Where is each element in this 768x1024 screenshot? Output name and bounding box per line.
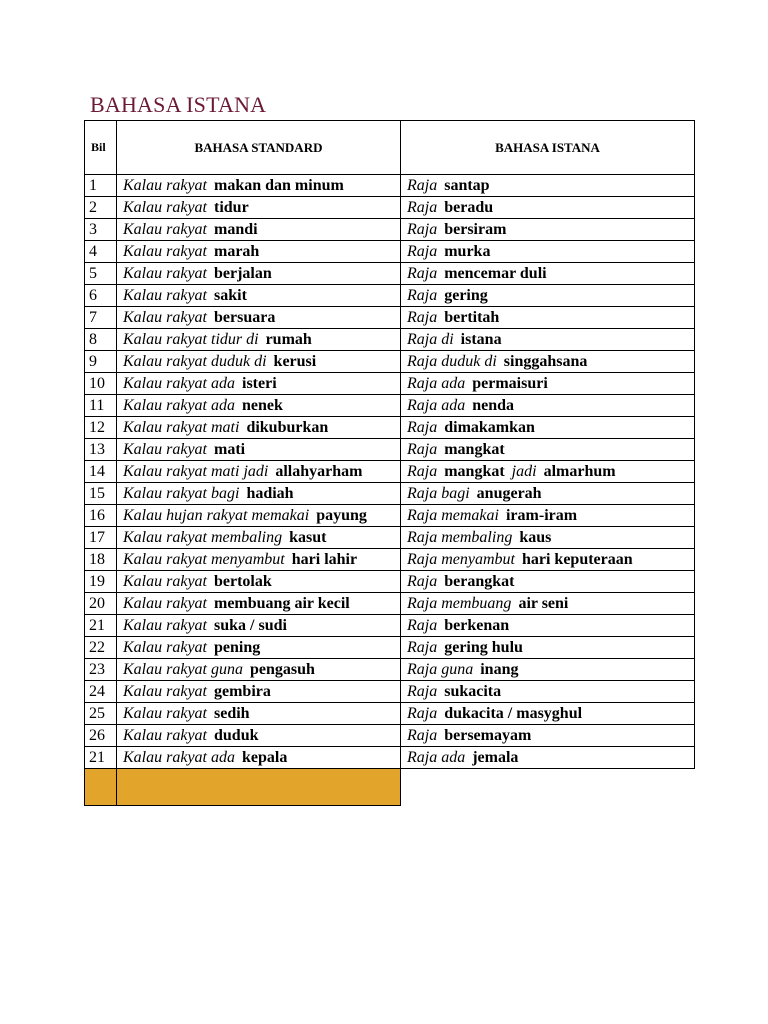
standard-phrase: Kalau rakyat (123, 264, 207, 282)
standard-word: membuang air kecil (214, 594, 350, 612)
table-row (85, 505, 695, 527)
istana-word: sukacita (444, 682, 502, 700)
standard-word: sakit (214, 286, 247, 304)
istana-cell (401, 659, 695, 681)
row-number: 20 (85, 593, 117, 615)
istana-word: berkenan (444, 616, 510, 634)
istana-phrase: Raja ada (407, 748, 466, 766)
standard-cell (117, 329, 401, 351)
istana-word: bertitah (444, 308, 500, 326)
table-row (85, 241, 695, 263)
standard-phrase: Kalau rakyat (123, 616, 207, 634)
standard-cell (117, 461, 401, 483)
standard-word: mandi (214, 220, 258, 238)
istana-word: kaus (519, 528, 552, 546)
table-row (85, 373, 695, 395)
standard-cell (117, 659, 401, 681)
istana-word: nenda (472, 396, 515, 414)
standard-cell (117, 307, 401, 329)
standard-cell (117, 571, 401, 593)
istana-phrase: Raja bagi (407, 484, 470, 502)
standard-word: pengasuh (250, 660, 315, 678)
istana-phrase: Raja duduk di (407, 352, 497, 370)
standard-phrase: Kalau rakyat mati (123, 418, 240, 436)
istana-cell (401, 527, 695, 549)
standard-cell (117, 505, 401, 527)
istana-phrase: Raja (407, 616, 438, 634)
istana-word: anugerah (476, 484, 542, 502)
istana-word: murka (444, 242, 491, 260)
row-number: 22 (85, 637, 117, 659)
table-row (85, 725, 695, 747)
standard-phrase: Kalau rakyat (123, 726, 207, 744)
standard-word: nenek (242, 396, 283, 414)
istana-phrase: Raja (407, 572, 438, 590)
table-row (85, 747, 695, 769)
standard-cell (117, 527, 401, 549)
istana-phrase: Raja ada (407, 374, 466, 392)
page-title: BAHASA ISTANA (90, 92, 267, 117)
standard-word: bertolak (214, 572, 272, 590)
istana-phrase: Raja (407, 462, 438, 480)
standard-cell (117, 395, 401, 417)
row-number: 15 (85, 483, 117, 505)
table-row (85, 285, 695, 307)
istana-phrase: Raja (407, 308, 438, 326)
table-row (85, 571, 695, 593)
header-standard: BAHASA STANDARD (117, 121, 401, 175)
table-row (85, 219, 695, 241)
empty-cell (401, 769, 695, 806)
standard-phrase: Kalau rakyat (123, 286, 207, 304)
row-number: 21 (85, 615, 117, 637)
row-number: 7 (85, 307, 117, 329)
standard-phrase: Kalau rakyat ada (123, 396, 235, 414)
standard-word: hari lahir (291, 550, 358, 568)
istana-cell (401, 681, 695, 703)
table-row (85, 637, 695, 659)
istana-cell (401, 219, 695, 241)
istana-word: dimakamkan (444, 418, 535, 436)
istana-phrase: Raja (407, 704, 438, 722)
istana-cell (401, 329, 695, 351)
row-number: 18 (85, 549, 117, 571)
header-istana: BAHASA ISTANA (401, 121, 695, 175)
table-row (85, 527, 695, 549)
row-number: 21 (85, 747, 117, 769)
istana-phrase: Raja (407, 286, 438, 304)
istana-word: dukacita / masyghul (444, 704, 583, 722)
standard-phrase: Kalau rakyat (123, 594, 207, 612)
istana-word: gering hulu (444, 638, 523, 656)
standard-cell (117, 615, 401, 637)
istana-word: mangkat (444, 462, 505, 480)
istana-phrase: Raja menyambut (407, 550, 515, 568)
standard-word: rumah (265, 330, 312, 348)
istana-cell (401, 351, 695, 373)
row-number: 10 (85, 373, 117, 395)
row-number: 1 (85, 175, 117, 197)
istana-word: hari keputeraan (521, 550, 633, 568)
standard-cell (117, 483, 401, 505)
table-row (85, 263, 695, 285)
istana-phrase: Raja memakai (407, 506, 499, 524)
istana-cell (401, 593, 695, 615)
table-row (85, 197, 695, 219)
standard-phrase: Kalau rakyat (123, 220, 207, 238)
istana-phrase: Raja (407, 726, 438, 744)
row-number: 11 (85, 395, 117, 417)
table-row (85, 483, 695, 505)
istana-phrase: Raja (407, 264, 438, 282)
standard-word: kasut (289, 528, 327, 546)
table-row (85, 439, 695, 461)
standard-cell (117, 593, 401, 615)
istana-phrase-2: jadi (511, 462, 537, 480)
standard-phrase: Kalau rakyat mati jadi (123, 462, 269, 480)
empty-cell (85, 769, 117, 806)
table-row (85, 549, 695, 571)
standard-word: suka / sudi (214, 616, 287, 634)
row-number: 24 (85, 681, 117, 703)
istana-phrase: Raja (407, 440, 438, 458)
table-row (85, 307, 695, 329)
standard-cell (117, 175, 401, 197)
row-number: 5 (85, 263, 117, 285)
istana-word: istana (460, 330, 502, 348)
standard-word: duduk (214, 726, 259, 744)
standard-phrase: Kalau rakyat menyambut (123, 550, 285, 568)
row-number: 14 (85, 461, 117, 483)
standard-cell (117, 219, 401, 241)
istana-word: gering (444, 286, 488, 304)
standard-cell (117, 747, 401, 769)
standard-phrase: Kalau rakyat (123, 242, 207, 260)
istana-phrase: Raja (407, 418, 438, 436)
standard-word: makan dan minum (214, 176, 344, 194)
standard-cell (117, 549, 401, 571)
istana-cell (401, 615, 695, 637)
standard-phrase: Kalau rakyat ada (123, 748, 235, 766)
standard-word: marah (214, 242, 260, 260)
istana-phrase: Raja membuang (407, 594, 512, 612)
standard-phrase: Kalau rakyat (123, 638, 207, 656)
standard-cell (117, 197, 401, 219)
standard-word: kerusi (273, 352, 317, 370)
vocabulary-table (84, 120, 695, 806)
highlighted-empty-row (85, 769, 695, 806)
istana-word: permaisuri (472, 374, 548, 392)
istana-cell (401, 461, 695, 483)
standard-phrase: Kalau rakyat tidur di (123, 330, 259, 348)
table-row (85, 461, 695, 483)
standard-word: payung (316, 506, 367, 524)
standard-cell (117, 373, 401, 395)
standard-phrase: Kalau rakyat (123, 176, 207, 194)
istana-cell (401, 505, 695, 527)
row-number: 19 (85, 571, 117, 593)
istana-word: jemala (472, 748, 519, 766)
row-number: 23 (85, 659, 117, 681)
istana-cell (401, 549, 695, 571)
istana-cell (401, 373, 695, 395)
istana-phrase: Raja (407, 682, 438, 700)
row-number: 4 (85, 241, 117, 263)
header-bil: Bil (85, 121, 117, 175)
istana-cell (401, 725, 695, 747)
istana-word: iram-iram (505, 506, 578, 524)
row-number: 8 (85, 329, 117, 351)
standard-phrase: Kalau rakyat guna (123, 660, 243, 678)
istana-word: mangkat (444, 440, 505, 458)
standard-cell (117, 681, 401, 703)
standard-word: bersuara (214, 308, 276, 326)
istana-word: bersemayam (444, 726, 532, 744)
standard-word: isteri (242, 374, 277, 392)
istana-word: air seni (518, 594, 569, 612)
istana-cell (401, 417, 695, 439)
table-row (85, 659, 695, 681)
istana-word: singgahsana (503, 352, 588, 370)
row-number: 3 (85, 219, 117, 241)
istana-word: inang (480, 660, 519, 678)
table-row (85, 703, 695, 725)
row-number: 25 (85, 703, 117, 725)
istana-cell (401, 571, 695, 593)
istana-cell (401, 483, 695, 505)
row-number: 17 (85, 527, 117, 549)
table-row (85, 681, 695, 703)
istana-phrase: Raja (407, 220, 438, 238)
standard-word: kepala (242, 748, 288, 766)
standard-word: sedih (214, 704, 250, 722)
istana-word: beradu (444, 198, 494, 216)
istana-cell (401, 307, 695, 329)
row-number: 12 (85, 417, 117, 439)
standard-phrase: Kalau rakyat ada (123, 374, 235, 392)
istana-phrase: Raja membaling (407, 528, 513, 546)
standard-word: berjalan (214, 264, 272, 282)
istana-cell (401, 241, 695, 263)
istana-phrase: Raja (407, 638, 438, 656)
istana-word-2: almarhum (543, 462, 616, 480)
table-header-row (85, 121, 695, 175)
standard-phrase: Kalau rakyat (123, 308, 207, 326)
standard-word: gembira (214, 682, 271, 700)
istana-word: santap (444, 176, 490, 194)
table-body (85, 175, 695, 806)
standard-phrase: Kalau rakyat duduk di (123, 352, 267, 370)
table-row (85, 417, 695, 439)
istana-phrase: Raja (407, 242, 438, 260)
table-row (85, 593, 695, 615)
standard-word: dikuburkan (246, 418, 329, 436)
table-row (85, 615, 695, 637)
row-number: 9 (85, 351, 117, 373)
standard-cell (117, 439, 401, 461)
row-number: 26 (85, 725, 117, 747)
standard-cell (117, 703, 401, 725)
standard-cell (117, 417, 401, 439)
standard-cell (117, 351, 401, 373)
istana-cell (401, 175, 695, 197)
istana-cell (401, 747, 695, 769)
standard-word: allahyarham (275, 462, 363, 480)
table-row (85, 329, 695, 351)
istana-word: bersiram (444, 220, 507, 238)
table-row (85, 175, 695, 197)
istana-cell (401, 439, 695, 461)
standard-word: mati (214, 440, 246, 458)
standard-phrase: Kalau rakyat bagi (123, 484, 240, 502)
standard-cell (117, 285, 401, 307)
standard-phrase: Kalau rakyat membaling (123, 528, 283, 546)
istana-phrase: Raja (407, 198, 438, 216)
istana-cell (401, 637, 695, 659)
standard-cell (117, 637, 401, 659)
row-number: 13 (85, 439, 117, 461)
standard-cell (117, 241, 401, 263)
standard-word: hadiah (246, 484, 294, 502)
istana-cell (401, 703, 695, 725)
standard-word: pening (214, 638, 261, 656)
row-number: 16 (85, 505, 117, 527)
istana-cell (401, 395, 695, 417)
empty-cell (117, 769, 401, 806)
standard-cell (117, 263, 401, 285)
istana-cell (401, 197, 695, 219)
istana-cell (401, 263, 695, 285)
standard-phrase: Kalau rakyat (123, 682, 207, 700)
table-row (85, 351, 695, 373)
standard-phrase: Kalau rakyat (123, 198, 207, 216)
istana-phrase: Raja di (407, 330, 454, 348)
standard-phrase: Kalau hujan rakyat memakai (123, 506, 310, 524)
row-number: 2 (85, 197, 117, 219)
table-row (85, 395, 695, 417)
istana-cell (401, 285, 695, 307)
istana-word: mencemar duli (444, 264, 547, 282)
standard-phrase: Kalau rakyat (123, 572, 207, 590)
standard-phrase: Kalau rakyat (123, 440, 207, 458)
standard-cell (117, 725, 401, 747)
istana-word: berangkat (444, 572, 515, 590)
row-number: 6 (85, 285, 117, 307)
istana-phrase: Raja guna (407, 660, 474, 678)
istana-phrase: Raja ada (407, 396, 466, 414)
standard-word: tidur (214, 198, 249, 216)
istana-phrase: Raja (407, 176, 438, 194)
standard-phrase: Kalau rakyat (123, 704, 207, 722)
